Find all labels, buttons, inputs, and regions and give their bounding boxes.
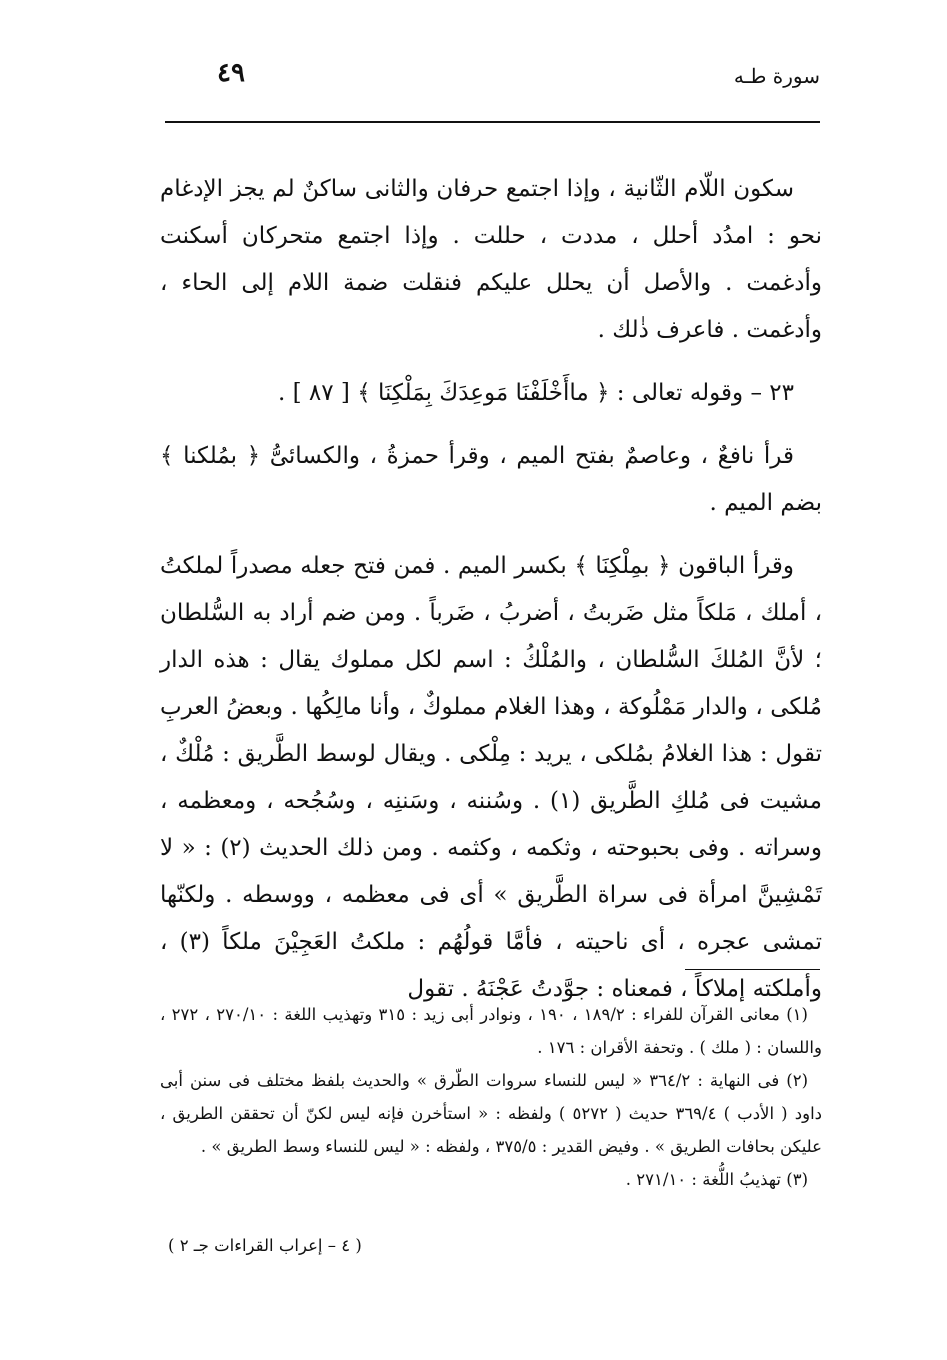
paragraph: قرأ نافعٌ ، وعاصمٌ بفتح الميم ، وقرأ حمزةُ ، والكسائىُّ ﴿ بمُلكنا ﴾ بضم الميم . xyxy=(160,443,822,516)
main-text xyxy=(160,166,822,1013)
page-number: ٤٩ xyxy=(217,58,245,88)
book-signature: ( ٤ – إعراب القراءات جـ ٢ ) xyxy=(168,1236,362,1255)
surah-title: سورة طـه xyxy=(733,64,820,88)
footnote-rule xyxy=(685,969,820,970)
header-rule xyxy=(165,121,820,123)
verse-heading: ٢٣ – وقوله تعالى : ﴿ ماأَخْلَفْنَا مَوعِدَكَ بِمَلْكِنَا ﴾ [ ٨٧ ] . xyxy=(278,380,794,406)
page-header xyxy=(165,58,820,98)
footnotes xyxy=(160,998,822,1196)
paragraph: وقرأ الباقون ﴿ بمِلْكِنَا ﴾ بكسر الميم . فمن فتح جعله مصدراً لملكتُ ، أملك ، مَلكاً مثل ضَربتُ ، أضربُ ، ضَرباً . ومن ضم أراد به السُّلطان ؛ لأنَّ المُلكَ السُّلطان ، والمُلْكُ : اسم لكل مملوك يقال : هذه الدار مُلكى ، والدار مَمْلُوكة ، وهذا الغلام مملوكٌ ، وأنا مالِكُها . وبعضُ العربِ تقول : هذا الغلامُ بمُلكى ، يريد : مِلْكى . ويقال لوسط الطَّريق : مُلْكٌ ، مشيت فى مُلكِ الطَّريق (١) . وسُننه ، وسَننِه ، وسُجُحه ، ومعظمه ، وسراته . وفى بحبوحته ، وثكمه ، وكثمه . ومن ذلك الحديث (٢) : « لا تَمْشِينَّ امرأة فى سراة الطَّريق » أى فى معظمه ، ووسطه . ولكنّها تمشى عجره ، أى ناحيته ، فأمَّا قولُهُم : ملكتُ العَجِيْنَ ملكاً (٣) ، وأملكته إملاكاً ، فمعناه : جوَّدتُ عَجْنَهُ . تقول xyxy=(160,553,822,1002)
footnote: (٣) تهذيبُ اللُّغة : ٢٧١/١٠ . xyxy=(625,1170,808,1189)
paragraph: سكون اللّام الثّانية ، وإذا اجتمع حرفان والثانى ساكنٌ لم يجز الإدغام نحو : امدُد أحلل ، مددت ، حللت . وإذا اجتمع متحركان أسكنت وأدغمت . والأصل أن يحلل عليكم فنقلت ضمة اللام إلى الحاء ، وأدغمت . فاعرف ذٰلك . xyxy=(160,176,822,343)
footnote: (١) معانى القرآن للفراء : ١٨٩/٢ ، ١٩٠ ، ونوادر أبى زيد : ٣١٥ وتهذيب اللغة : ٢٧٠/١٠ ، ٢٧٢ ، واللسان : ( ملك ) . وتحفة الأقران : ١٧٦ . xyxy=(160,1005,822,1057)
footnote: (٢) فى النهاية : ٣٦٤/٢ « ليس للنساء سروات الطّرق » والحديث بلفظ مختلف فى سنن أبى داود ( الأدب ) ٣٦٩/٤ حديث ( ٥٢٧٢ ) ولفظه : « استأخرن فإنه ليس لكنّ أن تحققن الطريق ، عليكن بحافات الطريق » . وفيض القدير : ٣٧٥/٥ ، ولفظه : « ليس للنساء وسط الطريق » . xyxy=(160,1071,823,1156)
